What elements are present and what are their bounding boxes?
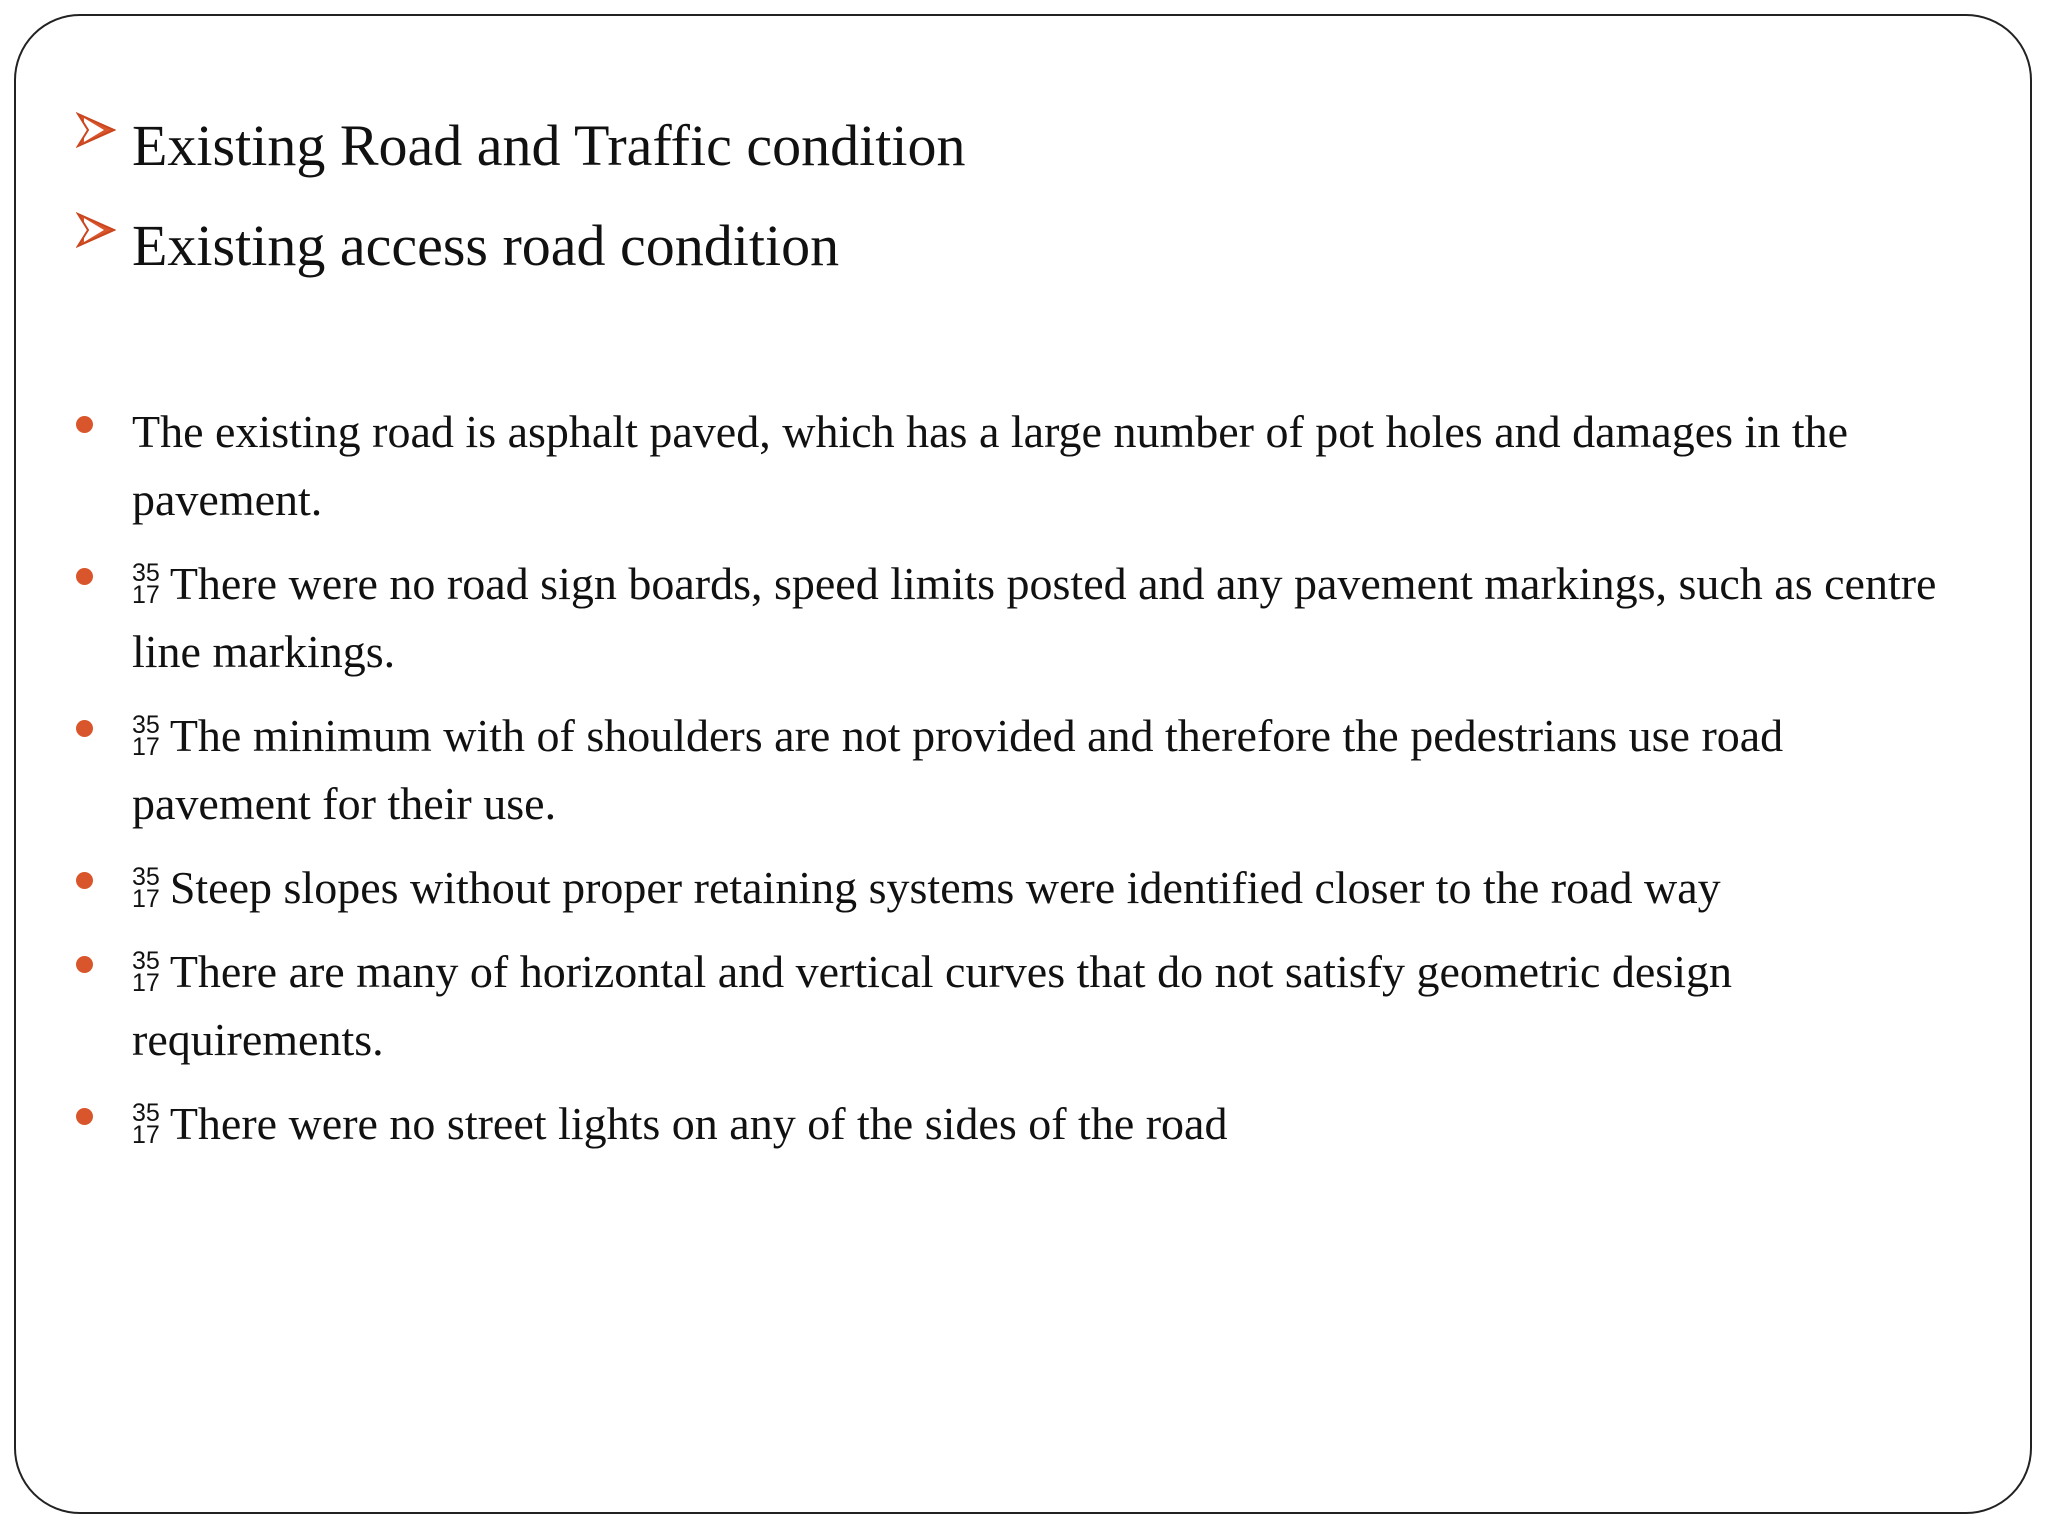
bullet-dot-icon: [76, 872, 93, 889]
fraction-glyph: 35 17: [132, 559, 160, 609]
bullet-item: [76, 938, 1966, 1074]
bullet-text: There are many of horizontal and vertical curves that do not satisfy geometric design requirements.: [132, 946, 1732, 1065]
bullet-dot-icon: [76, 720, 93, 737]
bullet-list: [76, 398, 1966, 1174]
bullet-dot-icon: [76, 568, 93, 585]
fraction-glyph: 35 17: [132, 1099, 160, 1149]
bullet-text: There were no street lights on any of the sides of the road: [169, 1098, 1228, 1149]
bullet-item: [76, 398, 1966, 534]
bullet-item: [76, 1090, 1966, 1158]
bullet-dot-icon: [76, 416, 93, 433]
bullet-item: [76, 550, 1966, 686]
fraction-glyph: 35 17: [132, 863, 160, 913]
bullet-dot-icon: [76, 956, 93, 973]
heading-text: Existing access road condition: [132, 213, 840, 278]
bullet-text: Steep slopes without proper retaining systems were identified closer to the road way: [169, 862, 1721, 913]
bullet-text: The minimum with of shoulders are not provided and therefore the pedestrians use road pavement for their use.: [132, 710, 1784, 829]
heading-text: Existing Road and Traffic condition: [132, 113, 966, 178]
bullet-text: There were no road sign boards, speed limits posted and any pavement markings, such as centre line markings.: [132, 558, 1937, 677]
arrow-bullet-icon: [76, 110, 116, 150]
bullet-text: The existing road is asphalt paved, which has a large number of pot holes and damages in the pavement.: [132, 406, 1849, 525]
heading-item: [76, 106, 1976, 206]
bullet-item: [76, 854, 1966, 922]
fraction-glyph: 35 17: [132, 711, 160, 761]
arrow-bullet-icon: [76, 210, 116, 250]
bullet-dot-icon: [76, 1108, 93, 1125]
heading-list: [76, 106, 1976, 306]
bullet-item: [76, 702, 1966, 838]
fraction-glyph: 35 17: [132, 947, 160, 997]
heading-item: [76, 206, 1976, 306]
